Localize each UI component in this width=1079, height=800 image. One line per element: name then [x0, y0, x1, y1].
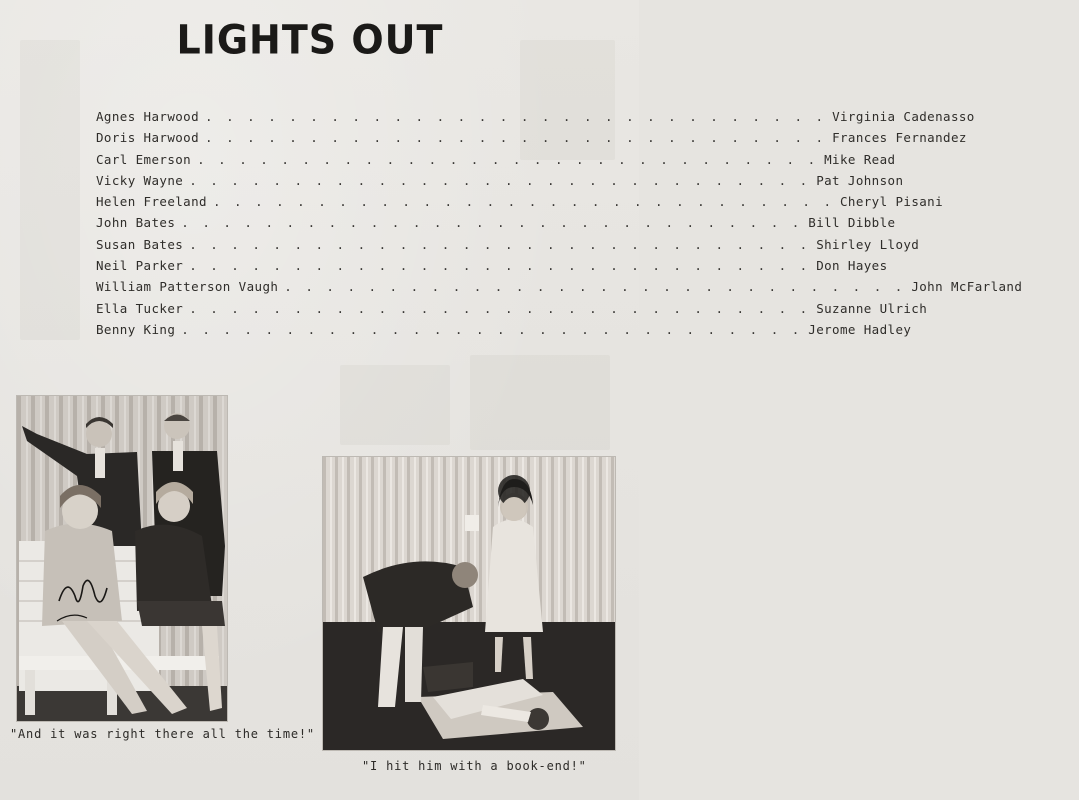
cast-actor: Don Hayes [816, 258, 888, 274]
bleed-through-shape [340, 365, 450, 445]
cast-list [96, 106, 1023, 340]
page-title: LIGHTS OUT [176, 16, 444, 64]
cast-row [96, 255, 888, 276]
leader-dots: . . . . . . . . . . . . . . . . . . . . . . . . . . . . . . [189, 300, 811, 316]
cast-role: Helen Freeland [96, 194, 207, 210]
cast-actor: Cheryl Pisani [839, 194, 944, 210]
cast-role: Ella Tucker [96, 300, 184, 316]
leader-dots: . . . . . . . . . . . . . . . . . . . . . . . . . . . . . . [181, 321, 803, 337]
cast-actor: Virginia Cadenasso [832, 109, 975, 124]
bleed-through-shape [20, 40, 80, 340]
photo-left-image [17, 396, 227, 721]
cast-actor: Bill Dibble [808, 215, 896, 231]
cast-role: Vicky Wayne [96, 172, 184, 188]
leader-dots: . . . . . . . . . . . . . . . . . . . . . . . . . . . . . . [284, 279, 906, 295]
cast-row [96, 127, 967, 148]
cast-actor: John McFarland [911, 279, 1023, 295]
cast-row [96, 149, 896, 170]
cast-actor: Pat Johnson [816, 172, 904, 188]
photo-right-image [323, 457, 615, 750]
bleed-through-shape [470, 355, 610, 450]
cast-actor: Suzanne Ulrich [816, 300, 928, 316]
leader-dots: . . . . . . . . . . . . . . . . . . . . . . . . . . . . . . [189, 258, 811, 274]
leader-dots: . . . . . . . . . . . . . . . . . . . . . . . . . . . . . . [205, 109, 827, 124]
cast-actor: Frances Fernandez [832, 130, 967, 146]
leader-dots: . . . . . . . . . . . . . . . . . . . . . . . . . . . . . . [205, 130, 827, 146]
leader-dots: . . . . . . . . . . . . . . . . . . . . . . . . . . . . . . [189, 236, 811, 252]
cast-row [96, 170, 904, 191]
leader-dots: . . . . . . . . . . . . . . . . . . . . . . . . . . . . . . [212, 194, 834, 210]
cast-role: Neil Parker [96, 258, 184, 274]
cast-role: Doris Harwood [96, 130, 200, 146]
cast-role: Benny King [96, 321, 176, 337]
cast-row [96, 276, 1023, 297]
cast-actor: Mike Read [824, 151, 896, 167]
cast-role: William Patterson Vaugh [96, 279, 279, 295]
cast-row [96, 234, 920, 255]
cast-row [96, 298, 928, 319]
cast-row [96, 191, 944, 212]
photo-right [322, 456, 616, 751]
cast-row [96, 106, 975, 127]
cast-role: Susan Bates [96, 236, 184, 252]
cast-actor: Shirley Lloyd [816, 236, 920, 252]
cast-actor: Jerome Hadley [808, 321, 912, 337]
cast-row [96, 212, 896, 233]
cast-role: Carl Emerson [96, 151, 192, 167]
caption-left: "And it was right there all the time!" [10, 727, 315, 741]
cast-role: Agnes Harwood [96, 109, 200, 124]
photo-left [16, 395, 228, 722]
caption-right: "I hit him with a book-end!" [362, 759, 587, 773]
cast-role: John Bates [96, 215, 176, 231]
leader-dots: . . . . . . . . . . . . . . . . . . . . . . . . . . . . . . [189, 172, 811, 188]
leader-dots: . . . . . . . . . . . . . . . . . . . . . . . . . . . . . . [181, 215, 803, 231]
cast-row [96, 319, 912, 340]
leader-dots: . . . . . . . . . . . . . . . . . . . . . . . . . . . . . . [197, 151, 819, 167]
